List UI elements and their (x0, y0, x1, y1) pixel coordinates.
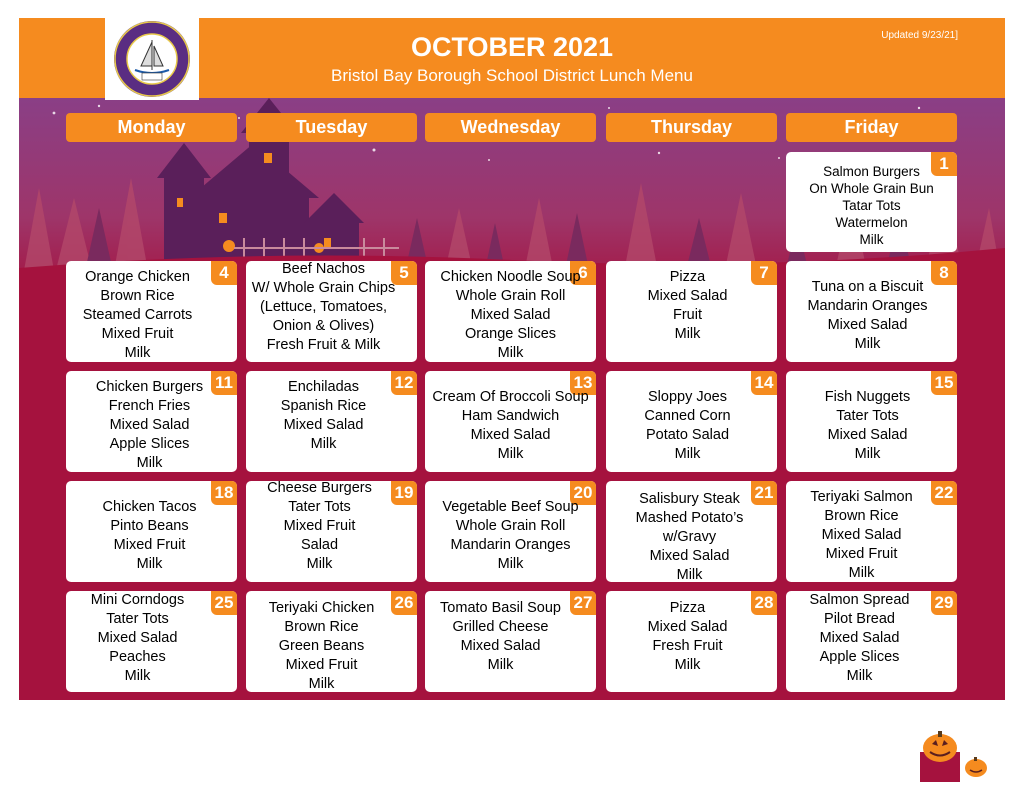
menu-item: Steamed Carrots (82, 307, 193, 323)
menu-item: Tatar Tots (842, 198, 901, 213)
menu-item: Chicken Noodle Soup (440, 269, 581, 285)
menu-item: Onion & Olives) (272, 318, 375, 334)
menu-cell (66, 591, 237, 692)
menu-item: Canned Corn (644, 408, 731, 424)
menu-cell (606, 481, 777, 582)
menu-cell (606, 261, 777, 362)
menu-item: Whole Grain Roll (455, 288, 566, 304)
menu-item: Fish Nuggets (824, 389, 911, 405)
menu-item: Salmon Burgers (823, 164, 920, 179)
menu-item: Mixed Salad (647, 288, 728, 304)
menu-item: (Lettuce, Tomatoes, (259, 299, 388, 315)
menu-items (246, 261, 409, 355)
menu-item: Tater Tots (288, 499, 351, 515)
menu-item: Mixed Fruit (285, 657, 358, 673)
date-badge: 18 (211, 481, 237, 505)
menu-item: Milk (308, 676, 335, 692)
menu-item: Pinto Beans (110, 518, 189, 534)
menu-item: Milk (846, 668, 873, 684)
menu-item: Spanish Rice (280, 398, 367, 414)
menu-cell (425, 591, 596, 692)
menu-item: Teriyaki Salmon (810, 489, 913, 505)
menu-item: Mixed Salad (827, 427, 908, 443)
menu-item: Milk (497, 345, 524, 361)
menu-items (606, 268, 773, 344)
menu-item: Mandarin Oranges (450, 537, 571, 553)
menu-cell (246, 481, 417, 582)
header-bar (19, 18, 1005, 98)
menu-items (606, 599, 773, 675)
menu-items (786, 163, 957, 248)
menu-items (246, 378, 409, 454)
menu-items (606, 490, 775, 582)
menu-cell (786, 261, 957, 362)
date-badge: 1 (931, 152, 957, 176)
menu-item: Cheese Burgers (267, 481, 372, 496)
menu-item: Apple Slices (819, 649, 900, 665)
menu-cell (786, 152, 957, 252)
menu-item: Enchiladas (288, 379, 359, 395)
menu-item: Milk (136, 556, 163, 572)
menu-item: Vegetable Beef Soup (442, 499, 579, 515)
menu-cell (66, 371, 237, 472)
menu-item: Milk (487, 657, 514, 673)
menu-items (246, 599, 407, 692)
menu-cell (246, 261, 417, 362)
menu-item: Beef Nachos (281, 261, 366, 277)
menu-item: Watermelon (835, 215, 908, 230)
date-badge: 22 (931, 481, 957, 505)
menu-items (786, 488, 947, 582)
menu-item: Pizza (669, 269, 706, 285)
menu-item: Fresh Fruit (652, 638, 723, 654)
menu-item: Chicken Burgers (95, 379, 204, 395)
calendar-frame (19, 18, 1005, 700)
day-header-friday: Friday (786, 113, 957, 142)
menu-item: Milk (674, 446, 701, 462)
date-badge: 5 (391, 261, 417, 285)
date-badge: 7 (751, 261, 777, 285)
date-badge: 11 (211, 371, 237, 395)
menu-cell (425, 481, 596, 582)
menu-item: French Fries (108, 398, 191, 414)
date-badge: 27 (570, 591, 596, 615)
date-badge: 15 (931, 371, 957, 395)
day-header-monday: Monday (66, 113, 237, 142)
date-badge: 28 (751, 591, 777, 615)
menu-item: Mixed Fruit (283, 518, 356, 534)
menu-item: Sloppy Joes (648, 389, 727, 405)
menu-item: Milk (674, 326, 701, 342)
menu-item: Salmon Spread (809, 592, 910, 608)
menu-item: Mixed Salad (97, 630, 178, 646)
menu-item: Milk (136, 455, 163, 471)
menu-item: Tater Tots (106, 611, 169, 627)
menu-items (606, 388, 773, 464)
menu-items (66, 378, 235, 472)
menu-cell (425, 261, 596, 362)
menu-item: Milk (497, 446, 524, 462)
menu-item: Milk (848, 565, 875, 581)
menu-item: Mini Corndogs (90, 592, 185, 608)
menu-item: Milk (854, 446, 881, 462)
page-title: OCTOBER 2021 (410, 32, 614, 62)
menu-items (246, 481, 405, 574)
menu-item: Orange Chicken (85, 269, 190, 285)
menu-item: Tater Tots (836, 408, 899, 424)
date-badge: 6 (570, 261, 596, 285)
date-badge: 19 (391, 481, 417, 505)
menu-items (786, 388, 953, 464)
menu-item: Pilot Bread (824, 611, 895, 627)
menu-item: Apple Slices (109, 436, 190, 452)
menu-cell (425, 371, 596, 472)
menu-item: Mixed Salad (470, 427, 551, 443)
menu-item: Mixed Salad (821, 527, 902, 543)
menu-item: Potato Salad (645, 427, 730, 443)
menu-item: Salisbury Steak (639, 491, 740, 507)
date-badge: 20 (570, 481, 596, 505)
updated-note: Updated 9/23/21] (881, 30, 958, 41)
menu-items (425, 268, 596, 362)
menu-item: Mixed Fruit (113, 537, 186, 553)
menu-cell (786, 371, 957, 472)
menu-item: Tuna on a Biscuit (811, 279, 924, 295)
date-badge: 21 (751, 481, 777, 505)
menu-cell (786, 481, 957, 582)
menu-item: Tomato Basil Soup (440, 600, 561, 616)
date-badge: 13 (570, 371, 596, 395)
menu-item: Chicken Tacos (102, 499, 197, 515)
menu-item: Mixed Fruit (101, 326, 174, 342)
date-badge: 26 (391, 591, 417, 615)
menu-item: Milk (676, 567, 703, 582)
menu-items (786, 591, 945, 686)
menu-item: Mixed Salad (819, 630, 900, 646)
menu-item: Brown Rice (284, 619, 359, 635)
menu-item: Mixed Salad (109, 417, 190, 433)
menu-item: Pizza (669, 600, 706, 616)
menu-item: Milk (674, 657, 701, 673)
menu-item: Whole Grain Roll (455, 518, 566, 534)
menu-item: Salad (300, 537, 339, 553)
menu-item: Mixed Salad (470, 307, 551, 323)
day-header-tuesday: Tuesday (246, 113, 417, 142)
menu-item: Cream Of Broccoli Soup (432, 389, 589, 405)
menu-items (425, 388, 596, 464)
menu-items (66, 268, 223, 362)
menu-item: Orange Slices (464, 326, 557, 342)
menu-cell (606, 371, 777, 472)
menu-cell (66, 481, 237, 582)
date-badge: 14 (751, 371, 777, 395)
menu-cell (66, 261, 237, 362)
day-header-thursday: Thursday (606, 113, 777, 142)
menu-item: Milk (859, 232, 884, 247)
day-header-wednesday: Wednesday (425, 113, 596, 142)
menu-item: Peaches (109, 649, 166, 665)
date-badge: 12 (391, 371, 417, 395)
menu-item: On Whole Grain Bun (809, 181, 934, 196)
menu-cell (246, 371, 417, 472)
menu-item: Milk (306, 556, 333, 572)
menu-cell (606, 591, 777, 692)
menu-cell (246, 591, 417, 692)
menu-item: Brown Rice (824, 508, 899, 524)
menu-item: Milk (124, 668, 151, 684)
menu-item: Mandarin Oranges (807, 298, 928, 314)
menu-cell (786, 591, 957, 692)
date-badge: 4 (211, 261, 237, 285)
menu-item: Teriyaki Chicken (268, 600, 375, 616)
menu-items (786, 278, 953, 354)
date-badge: 29 (931, 591, 957, 615)
date-badge: 8 (931, 261, 957, 285)
menu-item: Mixed Salad (827, 317, 908, 333)
page-subtitle: Bristol Bay Borough School District Lunch Menu (331, 66, 693, 85)
menu-item: Mashed Potato’s (635, 510, 744, 526)
menu-item: Mixed Salad (283, 417, 364, 433)
menu-item: Mixed Salad (649, 548, 730, 564)
menu-item: Mixed Salad (647, 619, 728, 635)
menu-item: W/ Whole Grain Chips (251, 280, 396, 296)
menu-item: Fresh Fruit & Milk (266, 337, 381, 353)
menu-item: w/Gravy (662, 529, 717, 545)
menu-item: Mixed Fruit (825, 546, 898, 562)
menu-item: Milk (124, 345, 151, 361)
menu-item: Green Beans (278, 638, 365, 654)
menu-items (66, 498, 235, 574)
menu-item: Milk (854, 336, 881, 352)
menu-item: Grilled Cheese (452, 619, 549, 635)
menu-items (66, 591, 223, 686)
menu-item: Mixed Salad (460, 638, 541, 654)
menu-item: Milk (497, 556, 524, 572)
date-badge: 25 (211, 591, 237, 615)
menu-items (425, 498, 596, 574)
menu-item: Ham Sandwich (461, 408, 560, 424)
pumpkin-icon (916, 722, 996, 782)
menu-item: Brown Rice (100, 288, 175, 304)
menu-item: Milk (310, 436, 337, 452)
menu-items (425, 599, 586, 675)
menu-item: Fruit (673, 307, 702, 323)
